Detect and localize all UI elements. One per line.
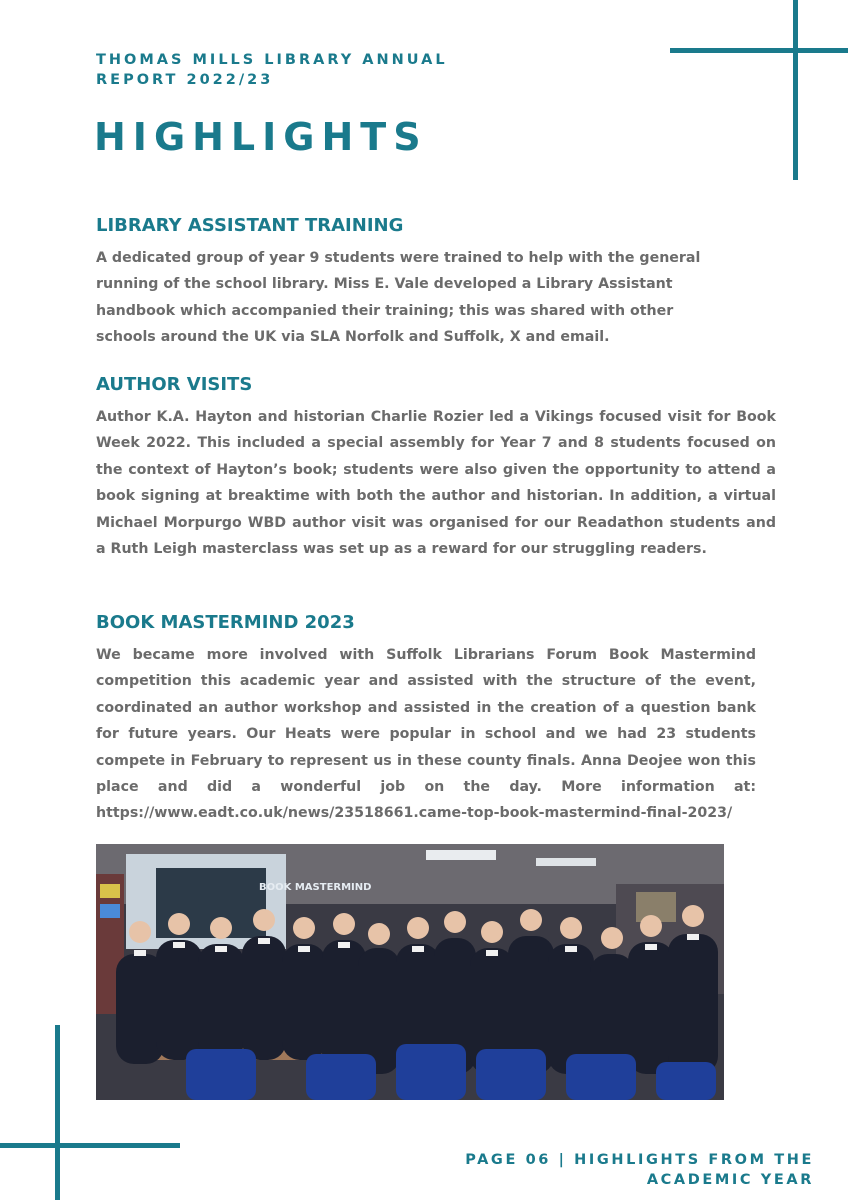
page-footer: PAGE 06 | HIGHLIGHTS FROM THE ACADEMIC YEAR bbox=[465, 1152, 814, 1188]
top-right-cross-vertical bbox=[793, 0, 798, 180]
top-right-cross-horizontal bbox=[670, 48, 848, 53]
bottom-left-cross-vertical bbox=[55, 1025, 60, 1200]
bottom-left-cross-horizontal bbox=[0, 1143, 180, 1148]
section-body: We became more involved with Suffolk Librarians Forum Book Mastermind competition this academic year and assisted with the structure of the event, coordinated an author workshop and assisted in the creation of a question bank for future years. Our Heats were popular in school and we had 23 students compete in February to represent us in these county finals. Anna Deojee won this place and did a wonderful job on the day. More information at: https://www.eadt.co.uk/news/23518661.came-top-book-mastermind-final-2023/ bbox=[96, 647, 756, 822]
group-photo-illustration bbox=[96, 844, 724, 1100]
group-photo bbox=[96, 844, 724, 1100]
screen-text: BOOK MASTERMIND bbox=[259, 882, 372, 893]
page-heading: HIGHLIGHTS bbox=[94, 115, 428, 159]
section-author-visits bbox=[96, 372, 776, 562]
section-heading: BOOK MASTERMIND 2023 bbox=[96, 612, 355, 633]
section-book-mastermind bbox=[96, 610, 756, 827]
report-title: THOMAS MILLS LIBRARY ANNUAL REPORT 2022/23 bbox=[96, 52, 448, 88]
section-body: Author K.A. Hayton and historian Charlie Rozier led a Vikings focused visit for Book Week 2022. This included a special assembly for Year 7 and 8 students focused on the context of Hayton’s book; students were also given the opportunity to attend a book signing at breaktime with both the author and historian. In addition, a virtual Michael Morpurgo WBD author visit was organised for our Readathon students and a Ruth Leigh masterclass was set up as a reward for our struggling readers. bbox=[96, 409, 776, 558]
section-heading: LIBRARY ASSISTANT TRAINING bbox=[96, 215, 404, 236]
section-body: A dedicated group of year 9 students were trained to help with the general running of the school library. Miss E. Vale developed a Library Assistant handbook which accompanied their training; this was shared with other schools around the UK via SLA Norfolk and Suffolk, X and email. bbox=[96, 250, 701, 346]
section-heading: AUTHOR VISITS bbox=[96, 374, 253, 395]
section-library-assistant-training bbox=[96, 213, 718, 351]
